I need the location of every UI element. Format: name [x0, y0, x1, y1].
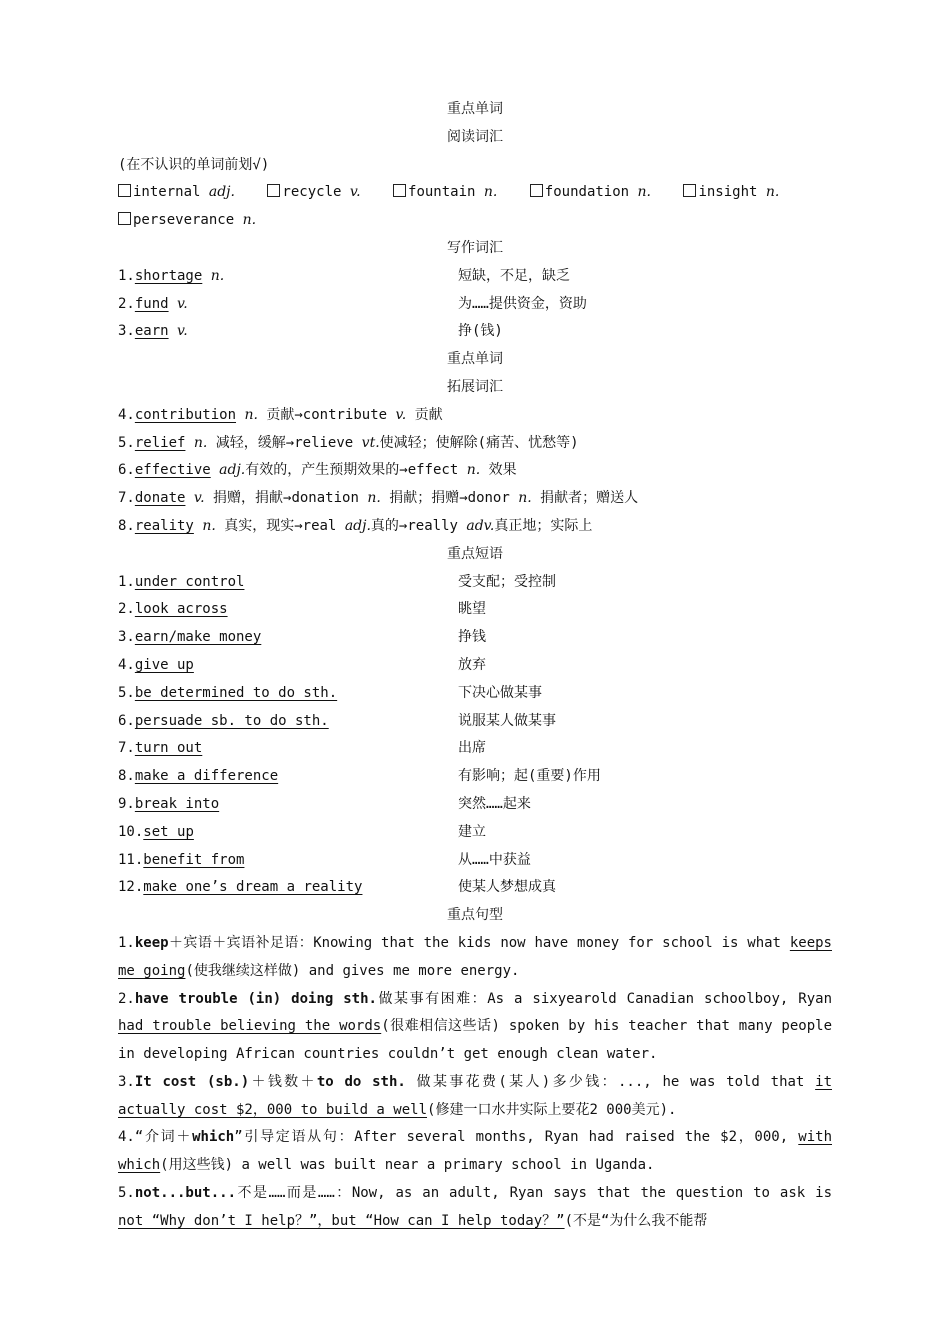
reading-word-item[interactable]: perseverance n. [118, 212, 256, 228]
subsection-title: 拓展词汇 [447, 378, 503, 395]
chinese-meaning: 使某人梦想成真 [458, 879, 556, 896]
document-page [118, 96, 832, 1236]
chinese-meaning: 挣(钱) [458, 323, 503, 340]
chinese-meaning: 出席 [458, 740, 486, 757]
phrase-item: 1.under control 受支配；受控制 [118, 569, 832, 597]
chinese-meaning: 受支配；受控制 [458, 573, 556, 590]
writing-item: 1.shortage n. 短缺，不足，缺乏 [118, 263, 832, 291]
reading-word-item[interactable]: foundation n. [530, 184, 651, 200]
answer-word: earn [134, 323, 169, 340]
expand-item: 5.relief n. 减轻，缓解→relieve vt.使减轻；使解除(痛苦、忧愁等) [118, 434, 579, 451]
checkbox-icon[interactable] [530, 184, 543, 197]
expand-item: 8.reality n. 真实，现实→real adj.真的→really adv.真正地；实际上 [118, 517, 593, 534]
phrase-item: 11.benefit from 从……中获益 [118, 847, 832, 875]
chinese-meaning: 眺望 [458, 601, 486, 618]
answer-phrase: benefit from [143, 851, 245, 868]
answer-phrase: look across [134, 601, 228, 618]
answer-phrase: earn/make money [134, 629, 262, 646]
sentence-item: 3.It cost (sb.)＋钱数＋to do sth. 做某事花费(某人)多少钱：..., he was told that it actually cost $2，000 to build a well(修建一口水井实际上要花2 000美元). [118, 1073, 832, 1118]
phrase-item: 10.set up 建立 [118, 819, 832, 847]
answer-phrase: keeps me going [118, 934, 832, 979]
answer-phrase: turn out [134, 740, 203, 757]
expand-item: 6.effective adj.有效的，产生预期效果的→effect n. 效果 [118, 462, 517, 479]
reading-word-item[interactable]: insight n. [683, 184, 779, 200]
answer-word: reality [134, 517, 194, 534]
section-title: 重点单词 [447, 101, 503, 117]
reading-word-item[interactable]: recycle v. [267, 184, 360, 200]
section-title: 重点单词 [447, 351, 503, 368]
answer-phrase: break into [134, 795, 220, 812]
chinese-meaning: 短缺，不足，缺乏 [458, 267, 570, 284]
phrase-item: 6.persuade sb. to do sth. 说服某人做某事 [118, 708, 832, 736]
answer-word: fund [134, 295, 169, 312]
phrase-item: 7.turn out 出席 [118, 735, 832, 763]
chinese-meaning: 挣钱 [458, 629, 486, 646]
phrase-item: 5.be determined to do sth. 下决心做某事 [118, 680, 832, 708]
subsection-title: 重点句型 [447, 907, 503, 924]
answer-word: relief [134, 434, 186, 451]
reading-word-item[interactable]: fountain n. [393, 184, 497, 200]
chinese-meaning: 为……提供资金，资助 [458, 295, 587, 312]
chinese-meaning: 放弃 [458, 656, 486, 673]
answer-phrase: had trouble believing the words [118, 1018, 382, 1035]
answer-phrase: make a difference [134, 768, 279, 785]
answer-phrase: make one’s dream a reality [143, 879, 363, 896]
reading-words-row [118, 179, 832, 207]
chinese-meaning: 下决心做某事 [458, 684, 542, 701]
reading-words-row [118, 207, 832, 235]
chinese-meaning: 建立 [458, 823, 486, 840]
checkbox-icon[interactable] [118, 212, 131, 225]
subsection-title: 写作词汇 [447, 239, 503, 256]
checkbox-icon[interactable] [683, 184, 696, 197]
checkbox-icon[interactable] [118, 184, 131, 197]
answer-phrase: it actually cost $2，000 to build a well [118, 1073, 832, 1118]
expand-item: 4.contribution n. 贡献→contribute v. 贡献 [118, 406, 443, 423]
subsection-title: 阅读词汇 [447, 128, 503, 145]
answer-word: effective [134, 462, 211, 479]
answer-phrase: not “Why don’t I help？”，but “How can I help today？” [118, 1212, 565, 1229]
phrase-item: 8.make a difference 有影响；起(重要)作用 [118, 763, 832, 791]
reading-word-item[interactable]: internal adj. [118, 184, 235, 200]
chinese-meaning: 说服某人做某事 [458, 712, 556, 729]
sentence-item: 5.not...but...不是……而是……：Now, as an adult, Ryan says that the question to ask is not “Why don’t I help？”，but “How can I help today？”(不是“为什么我不能帮 [118, 1185, 832, 1229]
answer-phrase: be determined to do sth. [134, 684, 338, 701]
answer-phrase: give up [134, 656, 194, 673]
checkbox-icon[interactable] [393, 184, 406, 197]
writing-item: 2.fund v. 为……提供资金，资助 [118, 291, 832, 319]
subsection-title: 重点短语 [447, 545, 503, 562]
expand-item: 7.donate v. 捐赠，捐献→donation n. 捐献；捐赠→donor n. 捐献者；赠送人 [118, 490, 639, 507]
chinese-meaning: 从……中获益 [458, 851, 531, 868]
chinese-meaning: 有影响；起(重要)作用 [458, 768, 601, 785]
sentence-item: 4.“介词＋which”引导定语从句：After several months, Ryan had raised the $2，000, with which(用这些钱) a well was built near a primary school in Uganda. [118, 1129, 832, 1174]
sentence-item: 1.keep＋宾语＋宾语补足语：Knowing that the kids now have money for school is what keeps me going(使我继续这样做) and gives me more energy. [118, 934, 832, 979]
answer-word: shortage [134, 267, 203, 284]
chinese-meaning: 突然……起来 [458, 795, 531, 812]
writing-item: 3.earn v. 挣(钱) [118, 318, 832, 346]
phrase-item: 12.make one’s dream a reality 使某人梦想成真 [118, 874, 832, 902]
answer-word: donate [134, 490, 186, 507]
reading-note: (在不认识的单词前划√) [118, 156, 270, 173]
phrase-item: 2.look across 眺望 [118, 596, 832, 624]
answer-phrase: with which [118, 1129, 832, 1174]
answer-phrase: under control [134, 573, 245, 590]
answer-phrase: set up [143, 823, 194, 840]
sentence-item: 2.have trouble (in) doing sth.做某事有困难：As a sixyearold Canadian schoolboy, Ryan had trouble believing the words(很难相信这些话) spoken by his teacher that many people in developing African countries couldn’t get enough clean water. [118, 990, 833, 1063]
answer-word: contribution [134, 406, 237, 423]
phrase-item: 3.earn/make money 挣钱 [118, 624, 832, 652]
answer-phrase: persuade sb. to do sth. [134, 712, 329, 729]
phrase-item: 4.give up 放弃 [118, 652, 832, 680]
phrase-item: 9.break into 突然……起来 [118, 791, 832, 819]
checkbox-icon[interactable] [267, 184, 280, 197]
